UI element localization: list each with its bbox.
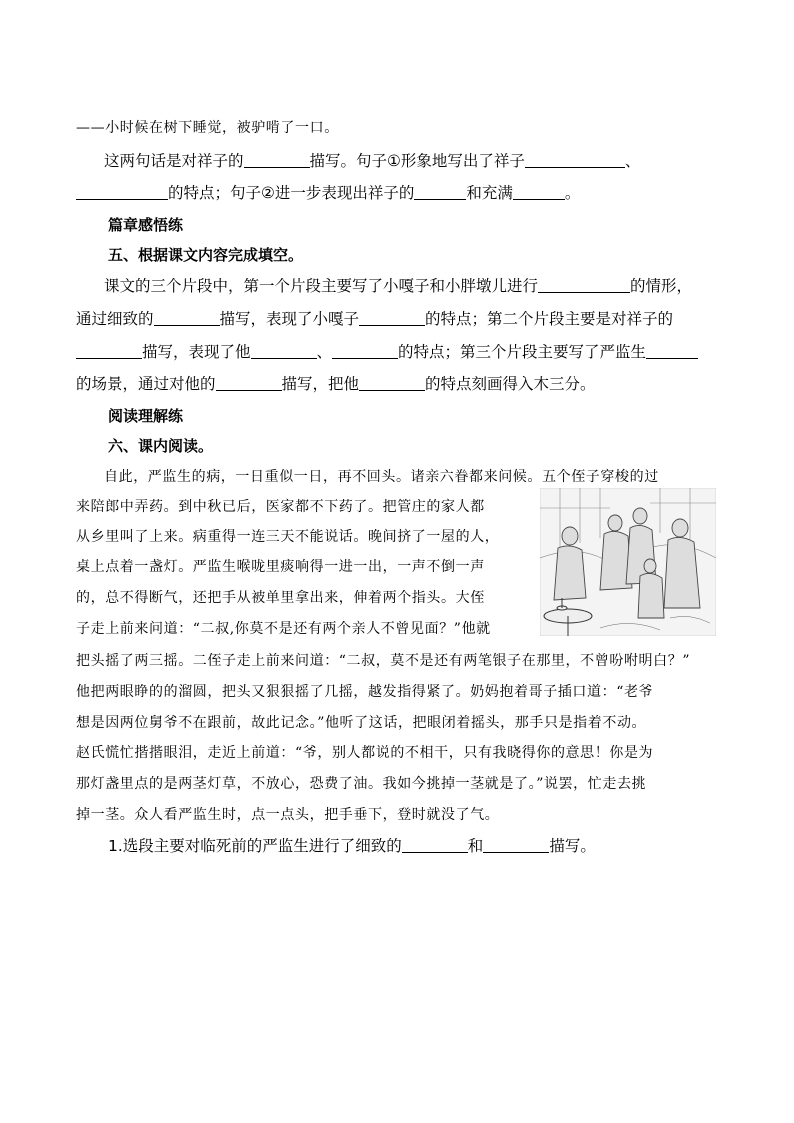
passage-line: 把头摇了两三摇。二侄子走上前来问道：“二叔，莫不是还有两笔银子在那里，不曾吩咐明白？” xyxy=(76,653,691,669)
intro-line: ——小时候在树下睡觉，被驴啃了一口。 xyxy=(76,120,339,136)
q6-text: 1.选段主要对临死前的严监生进行了细致的 xyxy=(108,837,402,855)
story-illustration xyxy=(540,488,716,636)
q5-text: 的情形， xyxy=(630,277,693,295)
q4-text: 这两句话是对祥子的 xyxy=(104,152,244,170)
section-heading-reading: 阅读理解练 xyxy=(108,407,184,425)
answer-blank[interactable] xyxy=(483,837,549,853)
answer-blank[interactable] xyxy=(513,184,565,200)
passage-line: 子走上前来问道：“二叔,你莫不是还有两个亲人不曾见面？”他就 xyxy=(76,621,491,637)
answer-blank[interactable] xyxy=(538,277,630,293)
q5-text: 的场景，通过对他的 xyxy=(76,375,216,393)
passage-line: 来陪郎中弄药。到中秋已后，医家都不下药了。把管庄的家人都 xyxy=(76,499,485,515)
q4-text: 的特点；句子②进一步表现出祥子的 xyxy=(168,184,415,202)
q5-text: 的特点；第三个片段主要写了严监生 xyxy=(398,343,647,361)
q5-text: 的特点；第二个片段主要是对祥子的 xyxy=(425,310,674,328)
q6-text: 和 xyxy=(467,837,484,855)
q6-text: 描写。 xyxy=(549,837,596,855)
q5-line-4 xyxy=(76,374,596,394)
q5-line-1 xyxy=(104,276,692,296)
q5-text: 描写，表现了他 xyxy=(142,343,251,361)
answer-blank[interactable] xyxy=(414,184,466,200)
q4-text: 、 xyxy=(624,152,641,170)
q4-text: 描写。句子①形象地写出了祥子 xyxy=(309,152,525,170)
q4-text: 和充满 xyxy=(466,184,513,202)
passage-line: 桌上点着一盏灯。严监生喉咙里痰响得一进一出，一声不倒一声 xyxy=(76,559,485,575)
passage-line: 自此，严监生的病，一日重似一日，再不回头。诸亲六眷都来问候。五个侄子穿梭的过 xyxy=(104,469,659,485)
answer-blank[interactable] xyxy=(402,837,468,853)
passage-line: 赵氏慌忙揩揩眼泪，走近上前道：“爷，别人都说的不相干，只有我晓得你的意思！你是为 xyxy=(76,745,654,761)
answer-blank[interactable] xyxy=(332,343,398,359)
passage-line: 那灯盏里点的是两茎灯草，不放心，恐费了油。我如今挑掉一茎就是了。”说罢，忙走去挑 xyxy=(76,776,647,792)
answer-blank[interactable] xyxy=(244,152,310,168)
answer-blank[interactable] xyxy=(251,343,317,359)
answer-blank[interactable] xyxy=(76,343,142,359)
q4-text: 。 xyxy=(564,184,581,202)
q5-line-3 xyxy=(76,342,698,362)
q5-text: 、 xyxy=(316,343,333,361)
section-heading-chapter: 篇章感悟练 xyxy=(108,216,184,234)
q5-text: 的特点刻画得入木三分。 xyxy=(425,375,596,393)
q4-line-2 xyxy=(76,183,580,203)
q6-title: 六、课内阅读。 xyxy=(108,437,214,455)
passage-line: 掉一茎。众人看严监生时，点一点头，把手垂下，登时就没了气。 xyxy=(76,807,500,823)
passage-line: 的，总不得断气，还把手从被单里拿出来，伸着两个指头。大侄 xyxy=(76,590,485,606)
passage-line: 他把两眼睁的的溜圆，把头又狠狠摇了几摇，越发指得紧了。奶妈抱着哥子插口道：“老爷 xyxy=(76,684,654,700)
q5-title: 五、根据课文内容完成填空。 xyxy=(108,246,304,264)
passage-line: 从乡里叫了上来。病重得一连三天不能说话。晚间挤了一屋的人， xyxy=(76,529,500,545)
answer-blank[interactable] xyxy=(646,343,698,359)
answer-blank[interactable] xyxy=(216,375,282,391)
q5-text: 课文的三个片段中，第一个片段主要写了小嘎子和小胖墩儿进行 xyxy=(104,277,539,295)
q5-text: 描写，表现了小嘎子 xyxy=(219,310,360,328)
answer-blank[interactable] xyxy=(525,152,625,168)
q5-text: 通过细致的 xyxy=(76,310,154,328)
q6-question-1 xyxy=(108,836,596,856)
q4-line-1 xyxy=(104,151,640,171)
answer-blank[interactable] xyxy=(359,375,425,391)
q5-text: 描写，把他 xyxy=(281,375,360,393)
q5-line-2 xyxy=(76,309,673,329)
passage-line: 想是因两位舅爷不在跟前，故此记念。”他听了这话，把眼闭着摇头，那手只是指着不动。 xyxy=(76,715,647,731)
answer-blank[interactable] xyxy=(76,184,168,200)
answer-blank[interactable] xyxy=(359,310,425,326)
answer-blank[interactable] xyxy=(154,310,220,326)
